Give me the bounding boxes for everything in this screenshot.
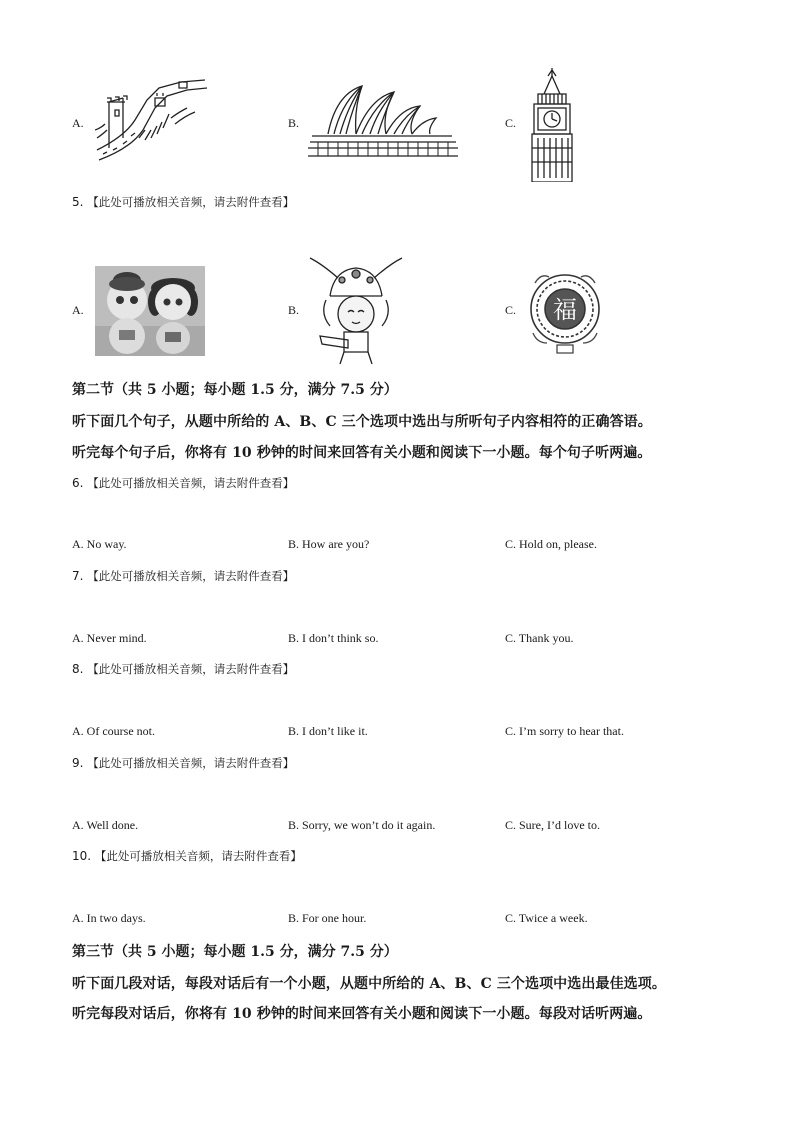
section-3-instruction-line-2: 听完每段对话后，你将有 10 秒钟的时间来回答有关小题和阅读下一小题。每段对话听两遍。 bbox=[72, 1006, 652, 1022]
sydney-opera-house-icon bbox=[308, 84, 458, 160]
question-number: 8. bbox=[72, 662, 84, 676]
audio-note[interactable]: 【此处可播放相关音频，请去附件查看】 bbox=[87, 476, 295, 490]
great-wall-icon bbox=[95, 78, 207, 164]
option-a-label: A. bbox=[72, 303, 84, 317]
option-b-label: B. bbox=[288, 116, 300, 130]
q7-option-c[interactable]: C. Thank you. bbox=[505, 631, 574, 645]
question-5-header bbox=[72, 194, 294, 210]
question-number: 6. bbox=[72, 476, 84, 490]
fu-paper-cut-icon bbox=[527, 263, 603, 357]
section-3-instruction-line-1: 听下面几段对话，每段对话后有一个小题，从题中所给的 A、B、C 三个选项中选出最佳选项。 bbox=[72, 976, 666, 992]
q10-option-b[interactable]: B. For one hour. bbox=[288, 911, 367, 925]
section-2-instruction-line-1: 听下面几个句子，从题中所给的 A、B、C 三个选项中选出与所听句子内容相符的正确答语。 bbox=[72, 414, 652, 430]
q6-option-a[interactable]: A. No way. bbox=[72, 537, 127, 551]
q8-option-c[interactable]: C. I’m sorry to hear that. bbox=[505, 724, 624, 738]
big-ben-icon bbox=[526, 68, 578, 182]
option-c-label: C. bbox=[505, 303, 517, 317]
question-number: 5. bbox=[72, 195, 84, 209]
peking-opera-cartoon-icon bbox=[308, 256, 404, 366]
q10-option-c[interactable]: C. Twice a week. bbox=[505, 911, 588, 925]
section-2-title: 第二节（共 5 小题；每小题 1.5 分，满分 7.5 分） bbox=[72, 382, 398, 398]
q6-option-b[interactable]: B. How are you? bbox=[288, 537, 370, 551]
option-c-label: C. bbox=[505, 116, 517, 130]
question-6-header bbox=[72, 475, 294, 491]
audio-note[interactable]: 【此处可播放相关音频，请去附件查看】 bbox=[87, 756, 295, 770]
option-a-label: A. bbox=[72, 116, 84, 130]
dolls-photo-icon bbox=[95, 266, 205, 356]
q8-option-b[interactable]: B. I don’t like it. bbox=[288, 724, 368, 738]
question-7-header bbox=[72, 568, 294, 584]
question-8-header bbox=[72, 661, 294, 677]
option-b-label: B. bbox=[288, 303, 300, 317]
section-3-title: 第三节（共 5 小题；每小题 1.5 分，满分 7.5 分） bbox=[72, 944, 398, 960]
audio-note[interactable]: 【此处可播放相关音频，请去附件查看】 bbox=[87, 569, 295, 583]
q9-option-c[interactable]: C. Sure, I’d love to. bbox=[505, 818, 600, 832]
question-number: 9. bbox=[72, 756, 84, 770]
q6-option-c[interactable]: C. Hold on, please. bbox=[505, 537, 597, 551]
q7-option-b[interactable]: B. I don’t think so. bbox=[288, 631, 379, 645]
q10-option-a[interactable]: A. In two days. bbox=[72, 911, 146, 925]
svg-text:福: 福 bbox=[553, 296, 577, 324]
audio-note[interactable]: 【此处可播放相关音频，请去附件查看】 bbox=[87, 662, 295, 676]
question-9-header bbox=[72, 755, 294, 771]
q7-option-a[interactable]: A. Never mind. bbox=[72, 631, 147, 645]
audio-note[interactable]: 【此处可播放相关音频，请去附件查看】 bbox=[87, 195, 295, 209]
audio-note[interactable]: 【此处可播放相关音频，请去附件查看】 bbox=[94, 849, 302, 863]
question-number: 10. bbox=[72, 849, 92, 863]
q9-option-b[interactable]: B. Sorry, we won’t do it again. bbox=[288, 818, 436, 832]
q8-option-a[interactable]: A. Of course not. bbox=[72, 724, 155, 738]
question-10-header bbox=[72, 848, 302, 864]
question-number: 7. bbox=[72, 569, 84, 583]
q9-option-a[interactable]: A. Well done. bbox=[72, 818, 139, 832]
section-2-instruction-line-2: 听完每个句子后，你将有 10 秒钟的时间来回答有关小题和阅读下一小题。每个句子听两遍。 bbox=[72, 445, 652, 461]
